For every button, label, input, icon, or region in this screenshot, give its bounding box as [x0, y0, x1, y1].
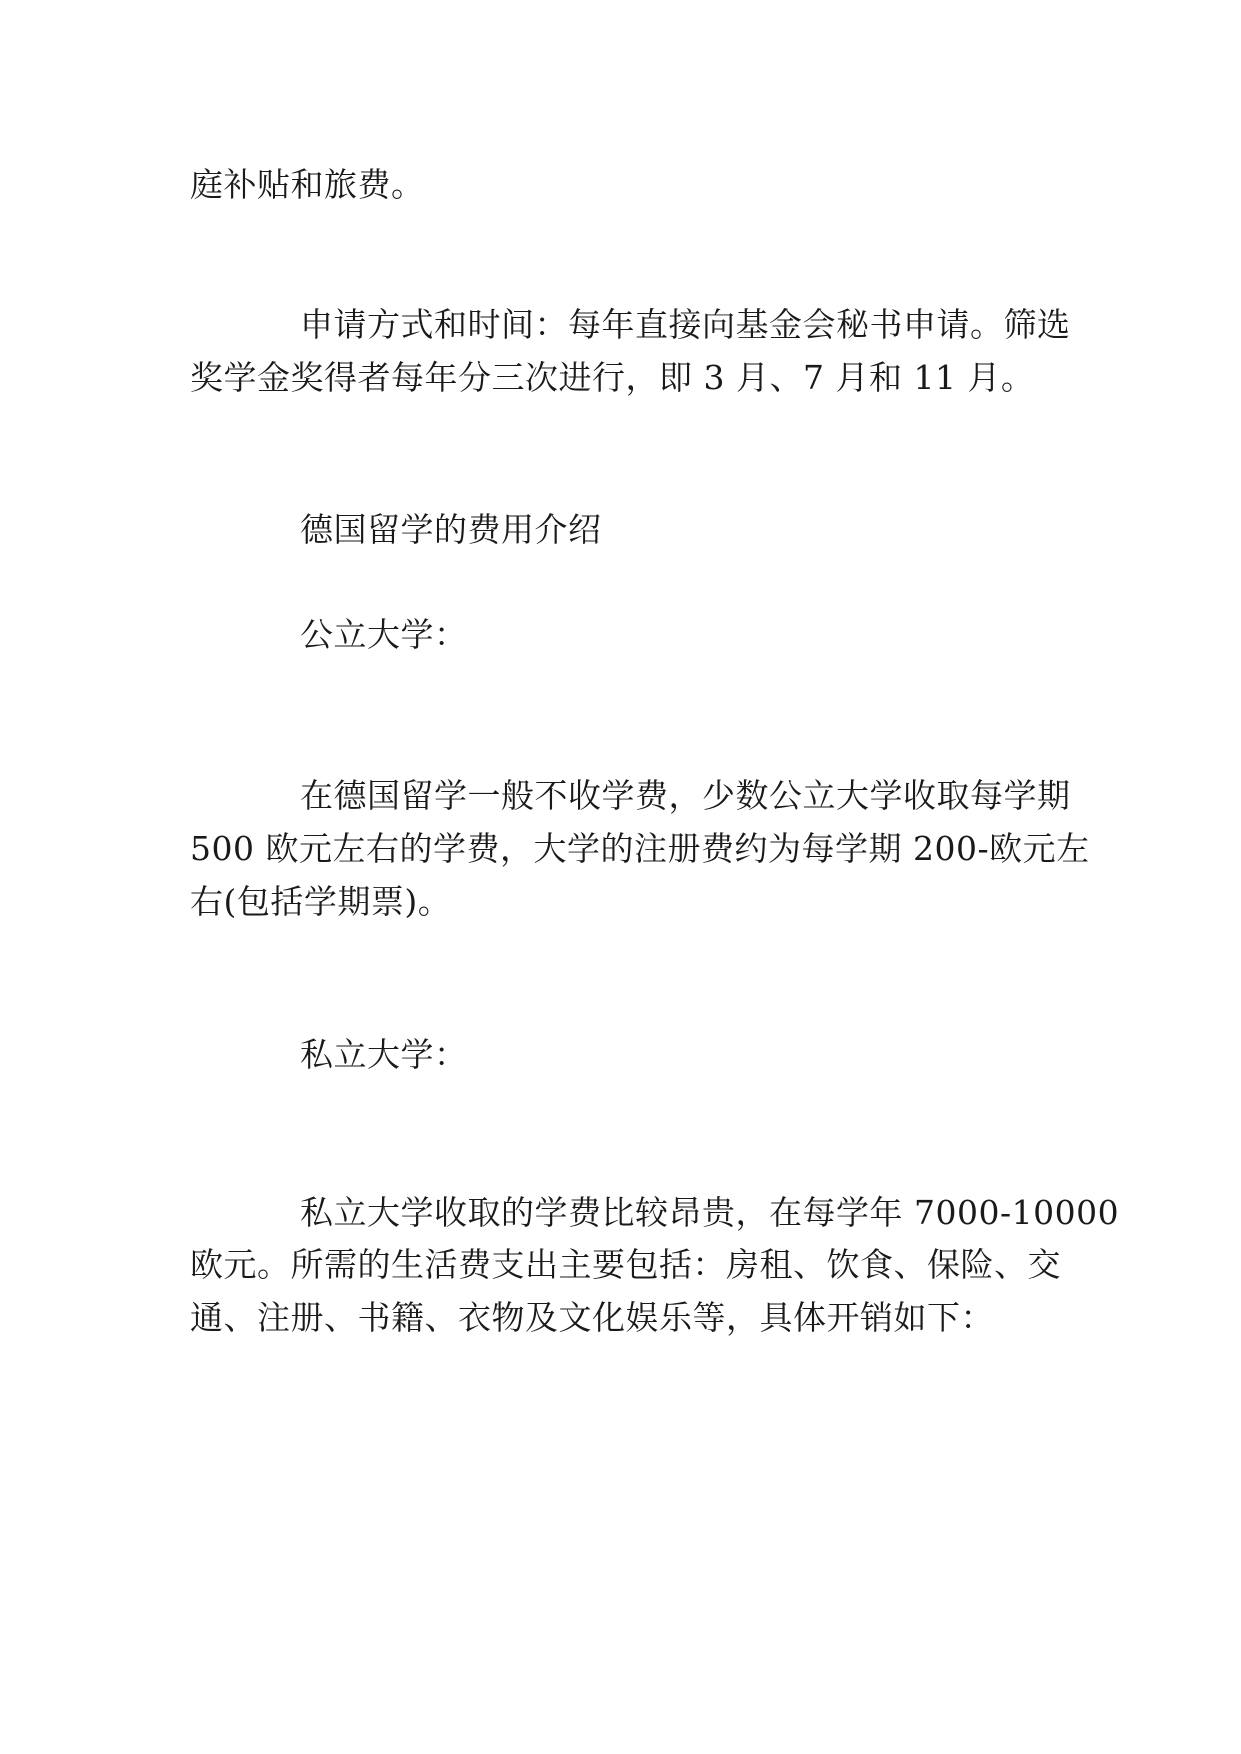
paragraph-line: 欧元。所需的生活费支出主要包括：房租、饮食、保险、交: [190, 1245, 1061, 1284]
paragraph-line: 申请方式和时间：每年直接向基金会秘书申请。筛选: [300, 305, 1071, 344]
paragraph-line: 在德国留学一般不收学费，少数公立大学收取每学期: [300, 776, 1071, 815]
paragraph-line: 庭补贴和旅费。: [190, 165, 425, 204]
subsection-heading: 私立大学：: [300, 1035, 468, 1074]
paragraph-line: 右(包括学期票)。: [190, 882, 452, 921]
paragraph-line: 500 欧元左右的学费，大学的注册费约为每学期 200-欧元左: [190, 829, 1090, 868]
paragraph-line: 通、注册、书籍、衣物及文化娱乐等，具体开销如下：: [190, 1298, 994, 1337]
paragraph-line: 私立大学收取的学费比较昂贵，在每学年 7000-10000: [300, 1193, 1120, 1232]
section-heading: 德国留学的费用介绍: [300, 510, 602, 549]
paragraph-line: 奖学金奖得者每年分三次进行，即 3 月、7 月和 11 月。: [190, 358, 1035, 397]
subsection-heading: 公立大学：: [300, 615, 468, 654]
